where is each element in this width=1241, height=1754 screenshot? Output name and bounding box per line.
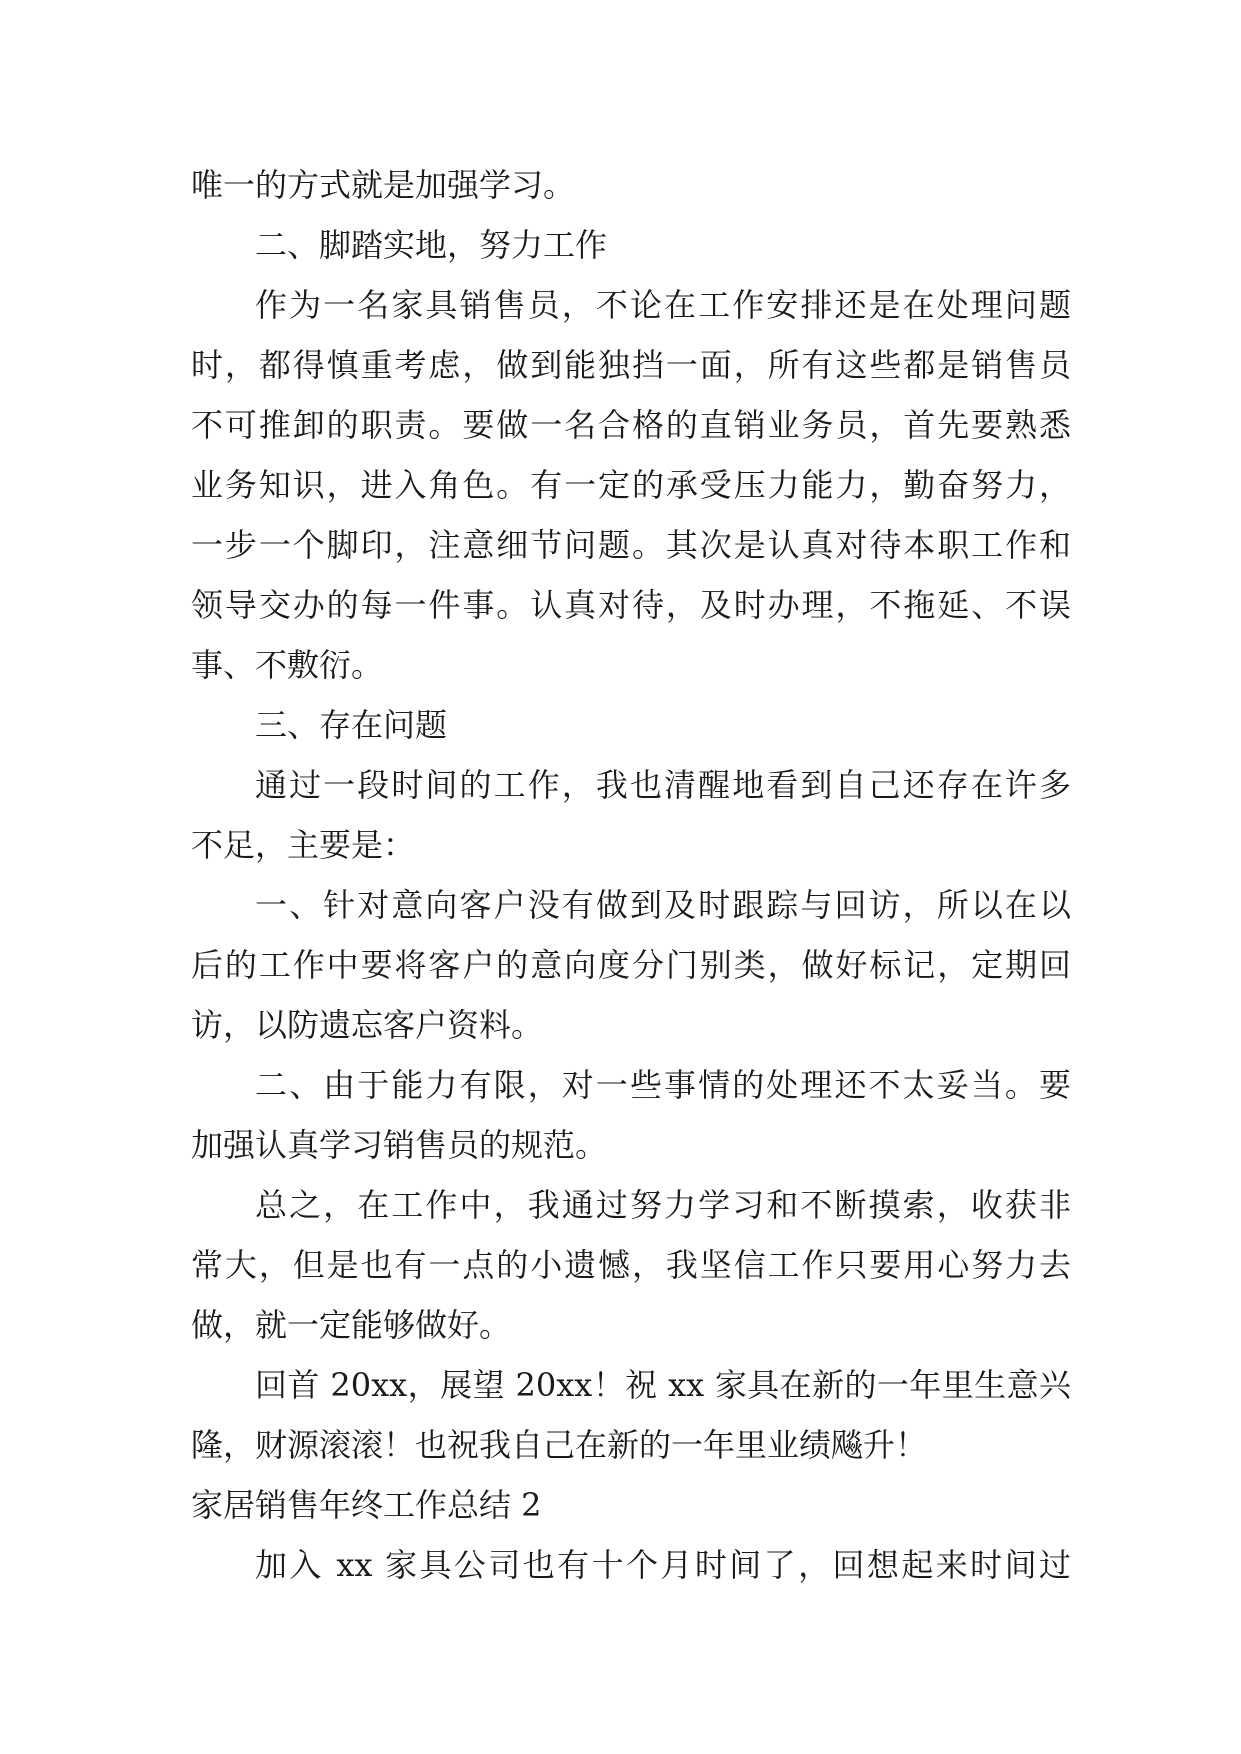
text-line: 后的工作中要将客户的意向度分门别类，做好标记，定期回 [191, 946, 1071, 984]
text-line: 业务知识，进入角色。有一定的承受压力能力，勤奋努力， [191, 466, 1071, 504]
text-line: 一、针对意向客户没有做到及时跟踪与回访，所以在以 [255, 886, 1071, 924]
text-line: 唯一的方式就是加强学习。 [191, 166, 576, 204]
text-line: 作为一名家具销售员，不论在工作安排还是在处理问题 [255, 286, 1071, 324]
text-line: 加强认真学习销售员的规范。 [191, 1126, 608, 1164]
text-line: 回首 20xx，展望 20xx！祝 xx 家具在新的一年里生意兴 [255, 1366, 1071, 1404]
text-line: 加入 xx 家具公司也有十个月时间了，回想起来时间过 [255, 1546, 1071, 1584]
text-line: 时，都得慎重考虑，做到能独挡一面，所有这些都是销售员 [191, 346, 1071, 384]
section-heading: 三、存在问题 [255, 706, 448, 744]
text-line: 二、由于能力有限，对一些事情的处理还不太妥当。要 [255, 1066, 1071, 1104]
text-line: 事、不敷衍。 [191, 646, 384, 684]
document-subtitle: 家居销售年终工作总结 2 [191, 1486, 542, 1524]
text-line: 做，就一定能够做好。 [191, 1306, 512, 1344]
section-heading: 二、脚踏实地，努力工作 [255, 226, 608, 264]
text-line: 领导交办的每一件事。认真对待，及时办理，不拖延、不误 [191, 586, 1071, 624]
text-line: 不可推卸的职责。要做一名合格的直销业务员，首先要熟悉 [191, 406, 1071, 444]
text-line: 隆，财源滚滚！也祝我自己在新的一年里业绩飚升！ [191, 1426, 928, 1464]
text-line: 通过一段时间的工作，我也清醒地看到自己还存在许多 [255, 766, 1071, 804]
text-line: 一步一个脚印，注意细节问题。其次是认真对待本职工作和 [191, 526, 1071, 564]
text-line: 访，以防遗忘客户资料。 [191, 1006, 544, 1044]
text-line: 不足，主要是： [191, 826, 416, 864]
text-line: 总之，在工作中，我通过努力学习和不断摸索，收获非 [255, 1186, 1071, 1224]
text-line: 常大，但是也有一点的小遗憾，我坚信工作只要用心努力去 [191, 1246, 1071, 1284]
